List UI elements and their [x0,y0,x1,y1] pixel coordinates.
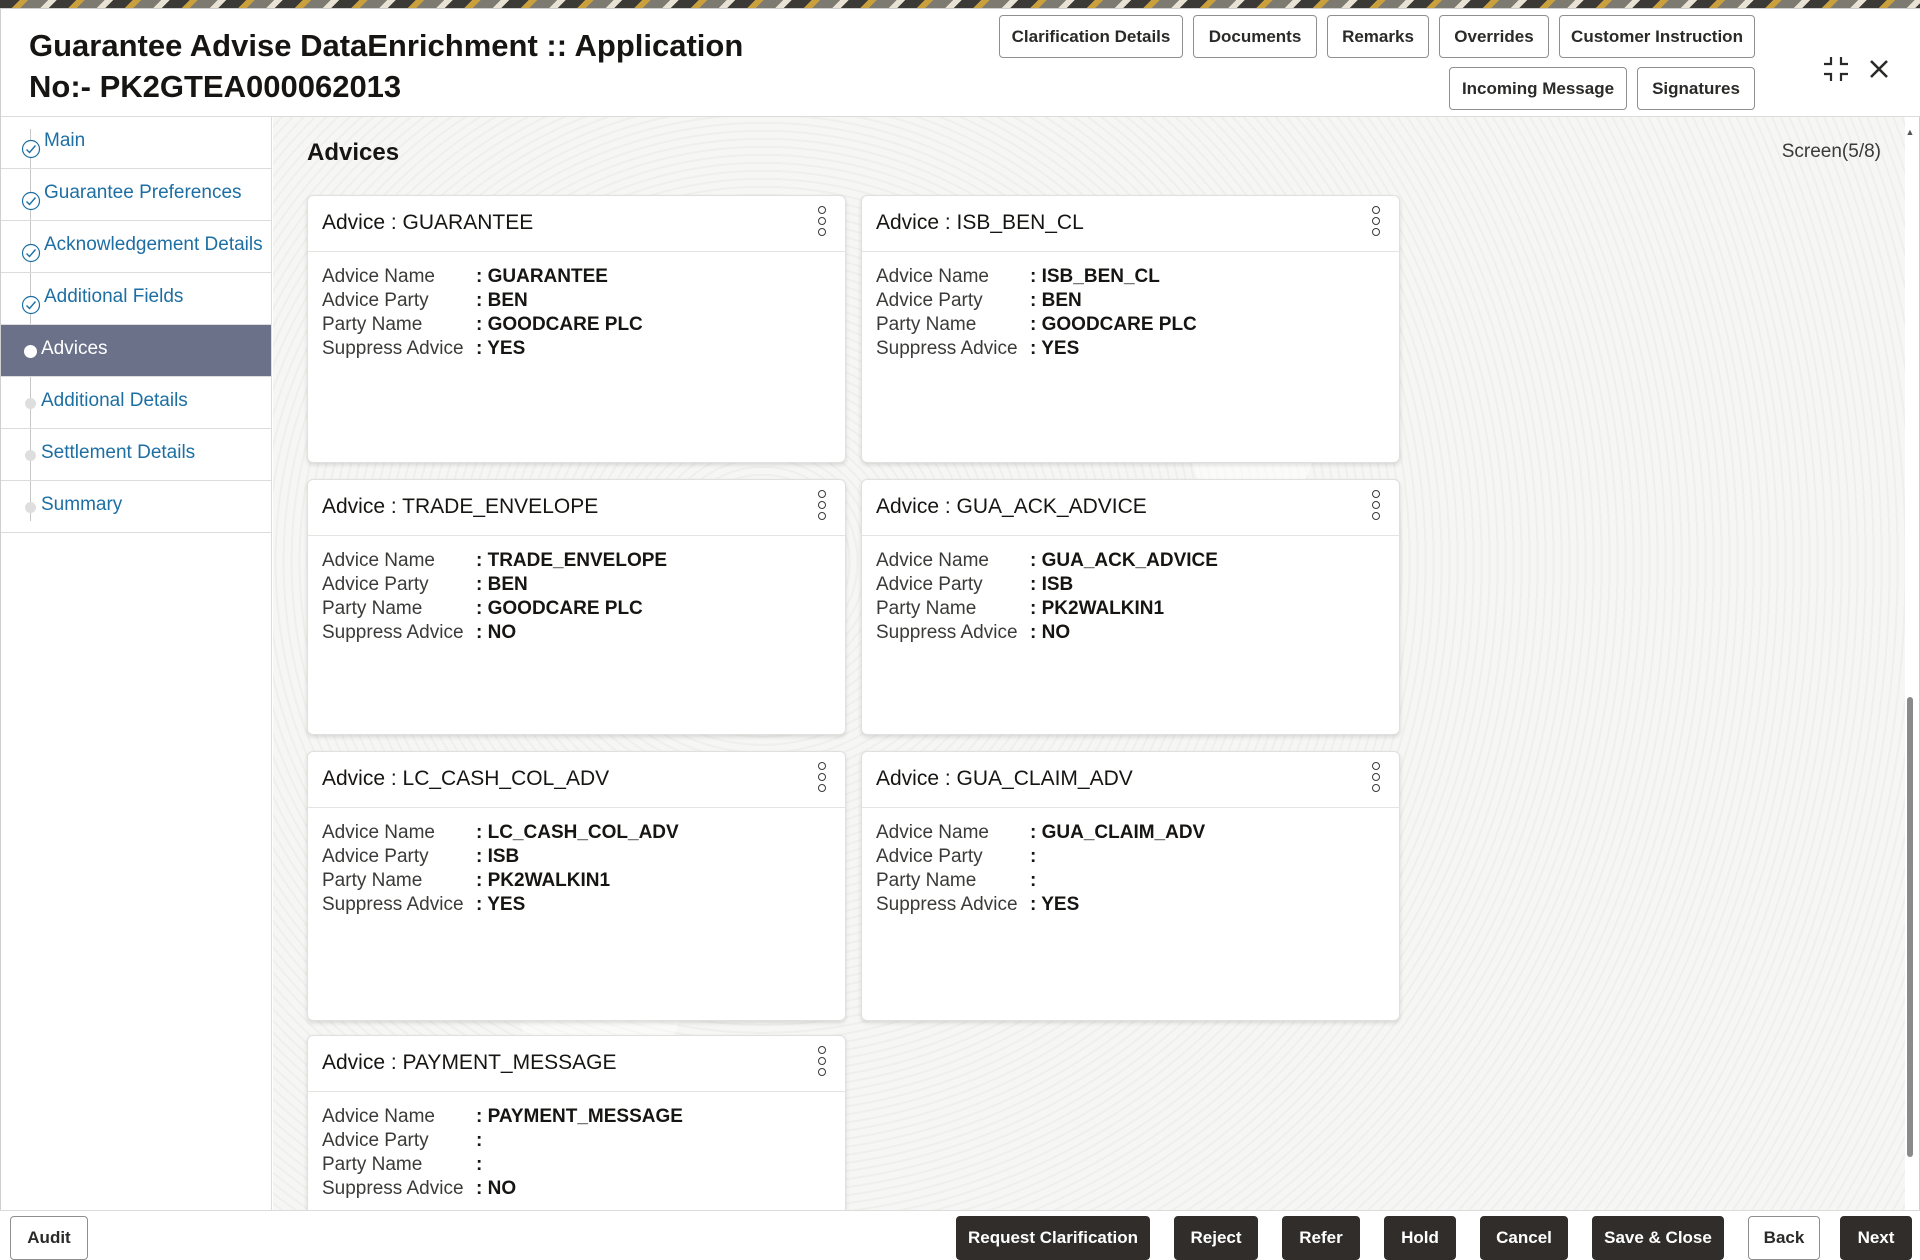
advice-party-value: : BEN [476,574,528,595]
party-name-value: : [476,1154,483,1175]
sidebar-nav [1,117,272,1229]
advice-name-value: : GUARANTEE [476,266,608,287]
advice-name-value: : TRADE_ENVELOPE [476,550,668,571]
cancel-button[interactable]: Cancel [1480,1216,1568,1260]
next-button[interactable]: Next [1840,1216,1912,1260]
refer-button[interactable]: Refer [1282,1216,1360,1260]
scrollbar-thumb[interactable] [1907,697,1913,1157]
more-options-icon[interactable] [1369,762,1383,796]
card-header [308,1036,845,1092]
suppress-advice-value: : NO [476,622,517,643]
incoming-message-button[interactable]: Incoming Message [1449,67,1627,110]
card-title: Advice : GUARANTEE [322,211,534,234]
sidebar-item-label: Acknowledgement Details [44,234,263,255]
card-header [862,752,1399,808]
documents-button[interactable]: Documents [1193,15,1317,58]
sidebar-item-label: Main [44,130,86,151]
field-label: Suppress Advice [322,894,464,915]
field-label: Party Name [876,598,977,619]
sidebar-item-settlement-details[interactable] [1,429,271,481]
sidebar-item-label: Settlement Details [41,442,196,463]
check-circle-icon [21,295,41,315]
header [1,9,1920,117]
sidebar-item-acknowledgement-details[interactable] [1,221,271,273]
advice-party-value: : BEN [476,290,528,311]
advice-party-value: : ISB [476,846,520,867]
signatures-button[interactable]: Signatures [1637,67,1755,110]
card-title: Advice : ISB_BEN_CL [876,211,1084,234]
check-circle-icon [21,139,41,159]
sidebar-item-additional-details[interactable] [1,377,271,429]
field-label: Party Name [322,314,423,335]
sidebar-item-additional-fields[interactable] [1,273,271,325]
save-close-button[interactable]: Save & Close [1592,1216,1724,1260]
field-label: Advice Name [322,550,435,571]
request-clarification-button[interactable]: Request Clarification [956,1216,1150,1260]
card-title: Advice : TRADE_ENVELOPE [322,495,599,518]
card-title: Advice : GUA_ACK_ADVICE [876,495,1147,518]
field-label: Advice Name [322,266,435,287]
advice-party-value: : [1030,846,1037,867]
advice-name-value: : GUA_CLAIM_ADV [1030,822,1206,843]
field-label: Party Name [876,870,977,891]
back-button[interactable]: Back [1748,1216,1820,1260]
field-label: Advice Party [876,574,983,595]
card-title: Advice : PAYMENT_MESSAGE [322,1051,617,1074]
sidebar-item-label: Additional Fields [44,286,184,307]
close-icon[interactable] [1861,51,1897,87]
advice-card [861,479,1400,735]
overrides-button[interactable]: Overrides [1439,15,1549,58]
field-label: Advice Party [322,1130,429,1151]
sidebar-item-label: Additional Details [41,390,188,411]
advice-card [307,1035,846,1229]
party-name-value: : GOODCARE PLC [476,314,643,335]
suppress-advice-value: : YES [1030,338,1080,359]
pending-step-dot [25,398,36,409]
pending-step-dot [25,450,36,461]
check-circle-icon [21,191,41,211]
sidebar-item-guarantee-preferences[interactable] [1,169,271,221]
active-step-dot [24,345,37,358]
more-options-icon[interactable] [1369,490,1383,524]
sidebar-item-summary[interactable] [1,481,271,533]
advice-card [307,479,846,735]
sidebar-item-label: Guarantee Preferences [44,182,242,203]
advice-card [861,195,1400,463]
field-label: Party Name [322,870,423,891]
card-title: Advice : LC_CASH_COL_ADV [322,767,610,790]
field-label: Party Name [322,1154,423,1175]
card-header [862,480,1399,536]
suppress-advice-value: : YES [476,894,526,915]
field-label: Advice Party [322,290,429,311]
more-options-icon[interactable] [815,206,829,240]
field-label: Suppress Advice [876,894,1018,915]
audit-button[interactable]: Audit [10,1216,88,1260]
field-label: Advice Party [322,574,429,595]
advice-name-value: : PAYMENT_MESSAGE [476,1106,683,1127]
field-label: Advice Party [322,846,429,867]
field-label: Advice Name [876,822,989,843]
card-header [308,752,845,808]
field-label: Advice Name [876,266,989,287]
suppress-advice-value: : NO [1030,622,1071,643]
card-title: Advice : GUA_CLAIM_ADV [876,767,1133,790]
field-label: Advice Name [876,550,989,571]
check-circle-icon [21,243,41,263]
party-name-value: : [1030,870,1037,891]
advice-party-value: : [476,1130,483,1151]
field-label: Party Name [322,598,423,619]
card-header [308,480,845,536]
screen-indicator: Screen(5/8) [1781,141,1881,162]
advice-party-value: : BEN [1030,290,1082,311]
more-options-icon[interactable] [815,490,829,524]
party-name-value: : GOODCARE PLC [1030,314,1197,335]
more-options-icon[interactable] [815,762,829,796]
advice-card [307,751,846,1021]
hold-button[interactable]: Hold [1384,1216,1456,1260]
suppress-advice-value: : YES [1030,894,1080,915]
card-header [862,196,1399,252]
sidebar-item-label: Advices [41,338,108,359]
field-label: Advice Party [876,290,983,311]
vertical-scrollbar[interactable] [1905,127,1915,1219]
clarification-details-button[interactable]: Clarification Details [999,15,1183,58]
remarks-button[interactable]: Remarks [1327,15,1429,58]
minimize-icon[interactable] [1818,51,1854,87]
field-label: Party Name [876,314,977,335]
section-title: Advices [307,139,400,166]
sidebar-item-label: Summary [41,494,123,515]
field-label: Suppress Advice [322,338,464,359]
pending-step-dot [25,502,36,513]
field-label: Advice Name [322,822,435,843]
party-name-value: : PK2WALKIN1 [476,870,611,891]
party-name-value: : PK2WALKIN1 [1030,598,1165,619]
field-label: Suppress Advice [876,338,1018,359]
suppress-advice-value: : NO [476,1178,517,1199]
field-label: Suppress Advice [876,622,1018,643]
field-label: Advice Name [322,1106,435,1127]
advice-name-value: : GUA_ACK_ADVICE [1030,550,1218,571]
advice-name-value: : ISB_BEN_CL [1030,266,1160,287]
scroll-up-icon[interactable]: ▲ [1905,127,1915,137]
advice-name-value: : LC_CASH_COL_ADV [476,822,679,843]
reject-button[interactable]: Reject [1174,1216,1258,1260]
advices-panel [273,117,1905,1229]
party-name-value: : GOODCARE PLC [476,598,643,619]
customer-instruction-button[interactable]: Customer Instruction [1559,15,1755,58]
field-label: Advice Party [876,846,983,867]
dataenrichment-window [0,8,1920,1260]
more-options-icon[interactable] [815,1046,829,1080]
card-header [308,196,845,252]
advice-party-value: : ISB [1030,574,1074,595]
advice-card [861,751,1400,1021]
field-label: Suppress Advice [322,622,464,643]
sidebar-item-main[interactable] [1,117,271,169]
more-options-icon[interactable] [1369,206,1383,240]
suppress-advice-value: : YES [476,338,526,359]
page-title: Guarantee Advise DataEnrichment :: Application No:- PK2GTEA000062013 [29,28,744,104]
field-label: Suppress Advice [322,1178,464,1199]
advice-card [307,195,846,463]
sidebar-item-advices[interactable] [1,325,271,377]
